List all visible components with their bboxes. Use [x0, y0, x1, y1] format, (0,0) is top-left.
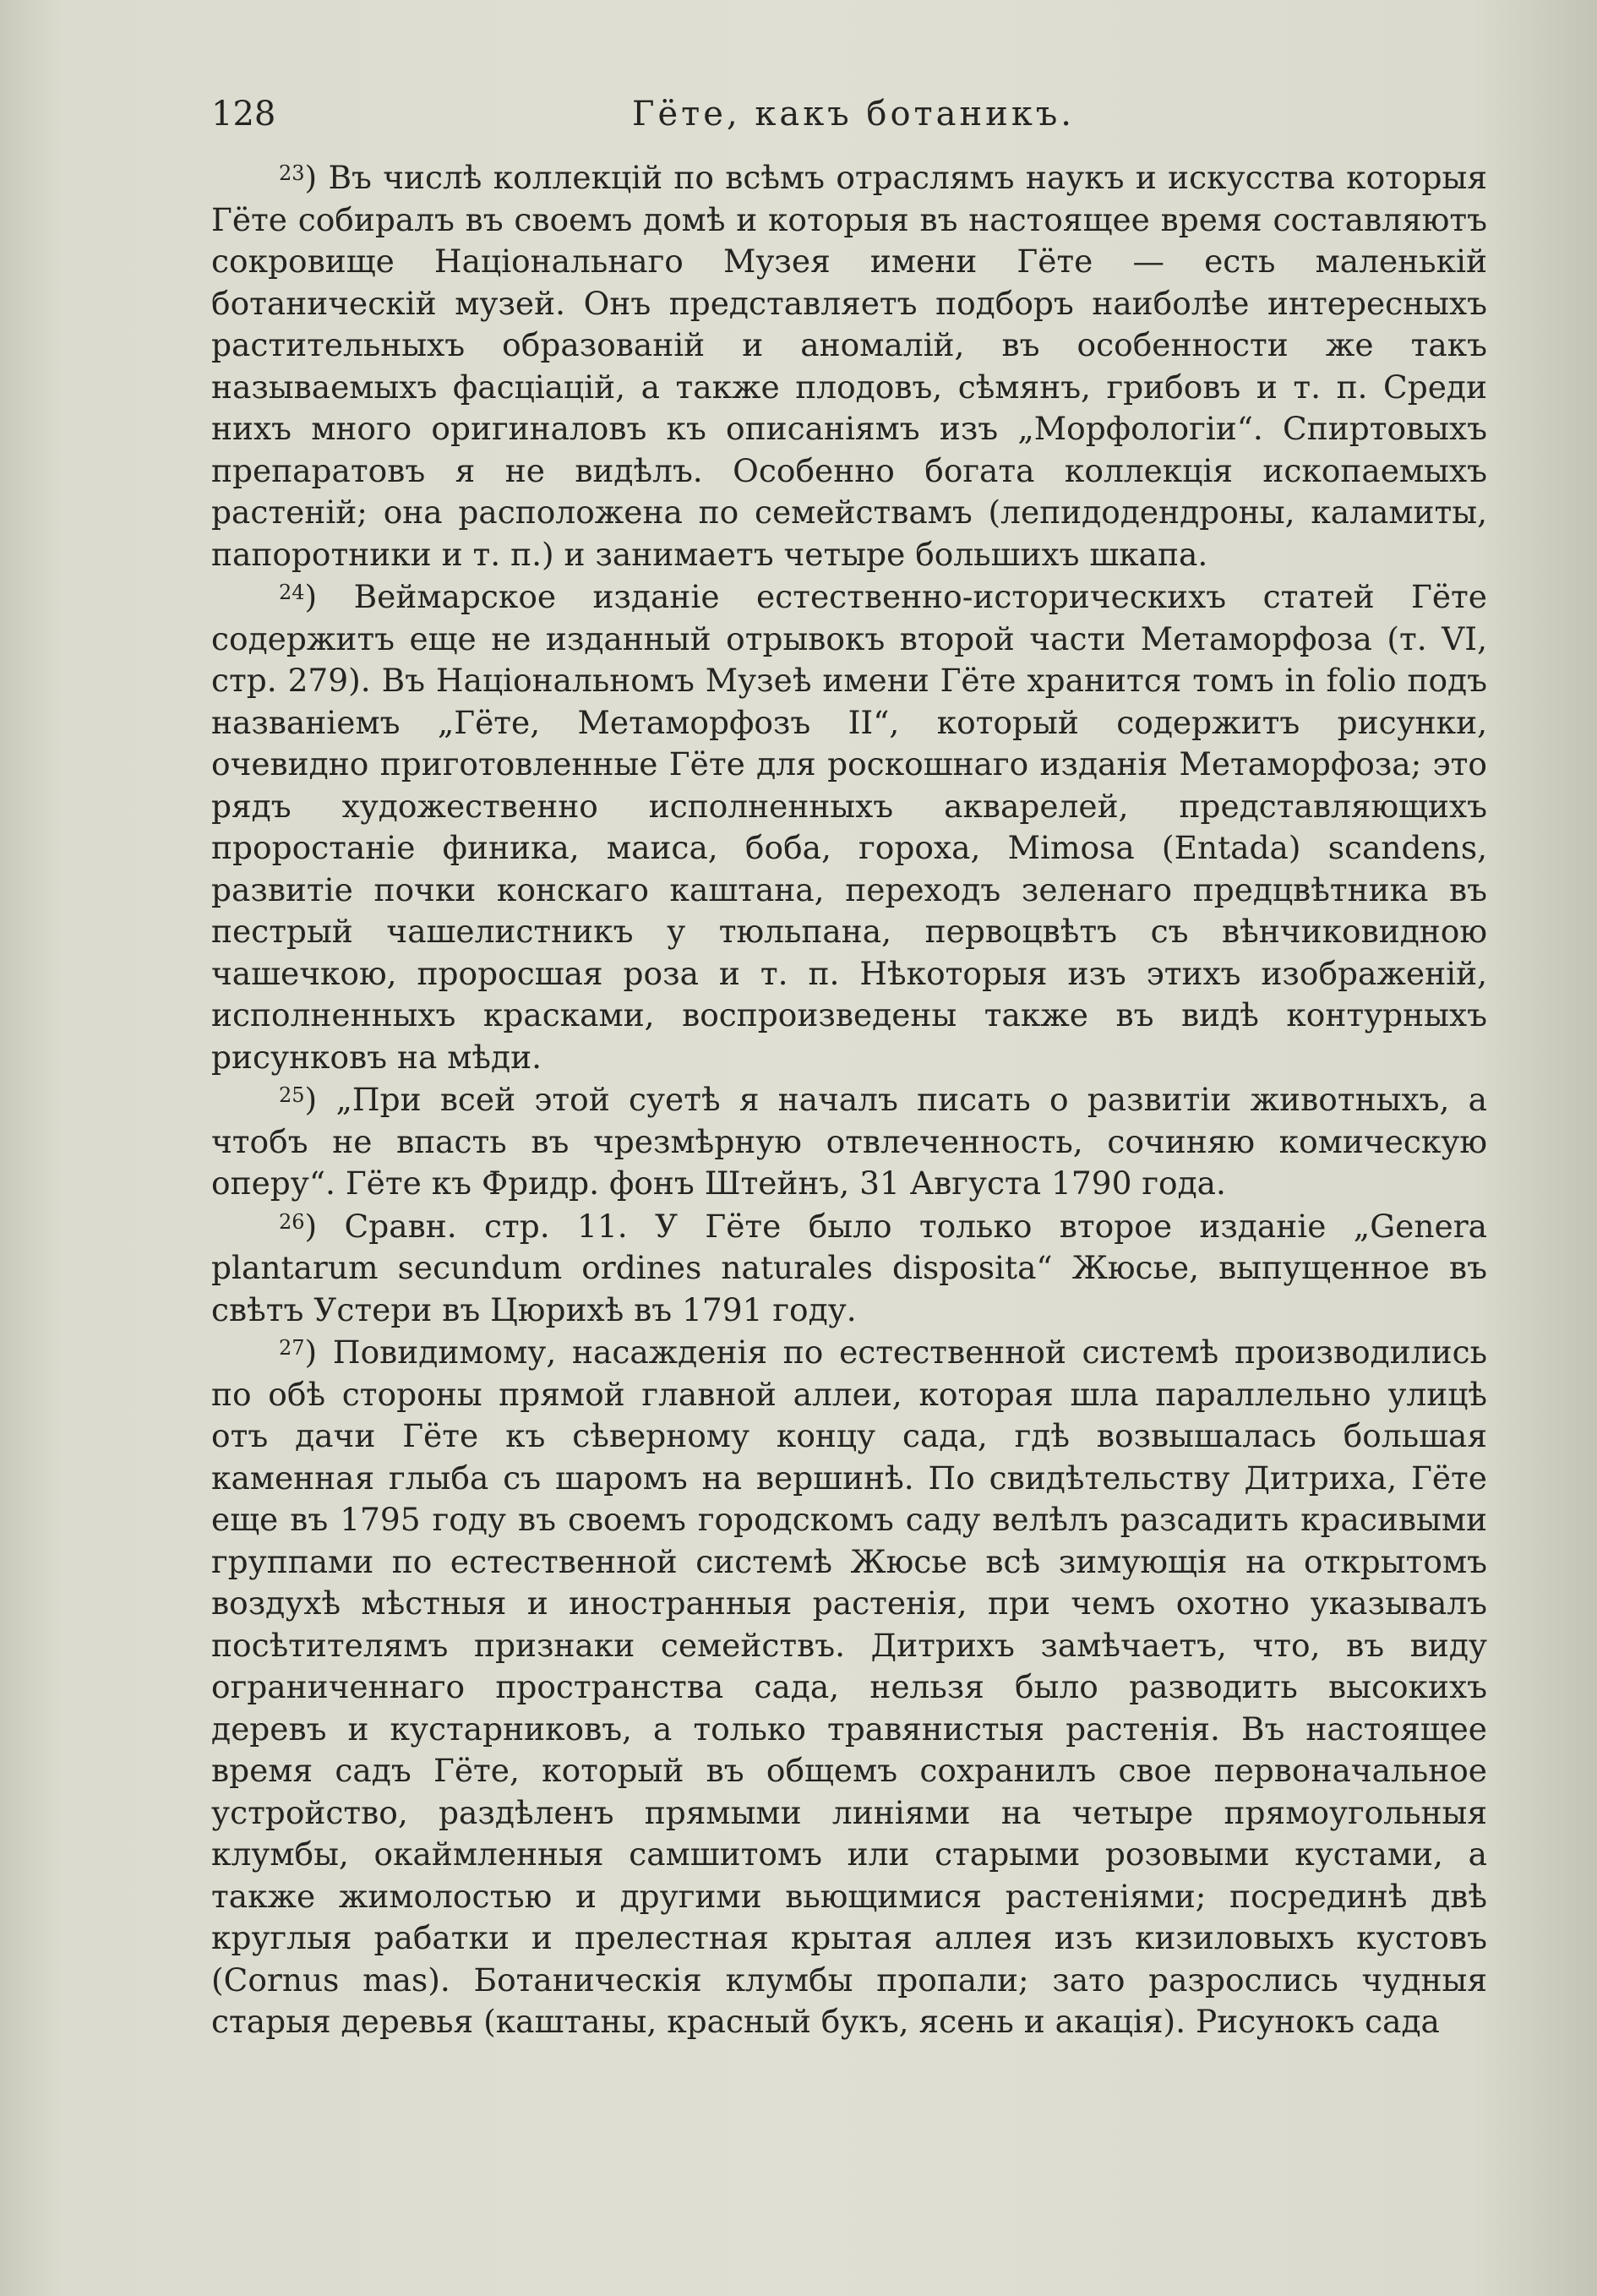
page-number: 128 — [211, 95, 276, 134]
footnote-text: „При всей этой суетѣ я началъ писать о развитіи животныхъ, а чтобъ не впасть въ чрезмѣрную отвлеченность, сочиняю комическую оперу“. Гёте къ Фридр. фонъ Штейнъ, 31 Августа 1790 года. — [211, 1081, 1487, 1202]
footnote-25: $^{25}$) „При всей этой суетѣ я началъ писать о развитіи животныхъ, а чтобъ не впасть въ чрезмѣрную отвлеченность, сочиняю комическую оперу“. Гёте къ Фридр. фонъ Штейнъ, 31 Августа 1790 года. — [211, 1081, 1487, 1202]
running-title: Гёте, какъ ботаникъ. — [631, 95, 1076, 134]
footnote-23: $^{23}$) Въ числѣ коллекцій по всѣмъ отраслямъ наукъ и искусства которыя Гёте собиралъ въ своемъ домѣ и которыя въ настоящее время составляютъ сокровище Національнаго Музея имени Гёте — есть маленькій ботаническій музей. Онъ представляетъ подборъ наиболѣе интересныхъ растительныхъ образованій и аномалій, въ особенности же такъ называемыхъ фасціацій, а также плодовъ, сѣмянъ, грибовъ и т. п. Среди нихъ много оригиналовъ къ описаніямъ изъ „Морфологіи“. Спиртовыхъ препаратовъ я не видѣлъ. Особенно богата коллекція ископаемыхъ растеній; она расположена по семействамъ (лепидодендроны, каламиты, папоротники и т. п.) и занимаетъ четыре большихъ шкапа. — [211, 159, 1487, 573]
page-header — [211, 89, 1496, 139]
footnote-text: Въ числѣ коллекцій по всѣмъ отраслямъ наукъ и искусства которыя Гёте собиралъ въ своемъ домѣ и которыя въ настоящее время составляютъ сокровище Національнаго Музея имени Гёте — есть маленькій ботаническій музей. Онъ представляетъ подборъ наиболѣе интересныхъ растительныхъ образованій и аномалій, въ особенности же такъ называемыхъ фасціацій, а также плодовъ, сѣмянъ, грибовъ и т. п. Среди нихъ много оригиналовъ къ описаніямъ изъ „Морфологіи“. Спиртовыхъ препаратовъ я не видѣлъ. Особенно богата коллекція ископаемыхъ растеній; она расположена по семействамъ (лепидодендроны, каламиты, папоротники и т. п.) и занимаетъ четыре большихъ шкапа. — [211, 159, 1487, 573]
footnote-27: $^{27}$) Повидимому, насажденія по естественной системѣ производились по обѣ стороны прямой главной аллеи, которая шла параллельно улицѣ отъ дачи Гёте къ сѣверному концу сада, гдѣ возвышалась большая каменная глыба съ шаромъ на вершинѣ. По свидѣтельству Дитриха, Гёте еще въ 1795 году въ своемъ городскомъ саду велѣлъ разсадить красивыми группами по естественной системѣ Жюсье всѣ зимующія на открытомъ воздухѣ мѣстныя и иностранныя растенія, при чемъ охотно указывалъ посѣтителямъ признаки семействъ. Дитрихъ замѣчаетъ, что, въ виду ограниченнаго пространства сада, нельзя было разводить высокихъ деревъ и кустарниковъ, а только травянистыя растенія. Въ настоящее время садъ Гёте, который въ общемъ сохранилъ свое первоначальное устройство, раздѣленъ прямыми линіями на четыре прямоугольныя клумбы, окаймленныя самшитомъ или старыми розовыми кустами, а также жимолостью и другими вьющимися растеніями; посрединѣ двѣ круглыя рабатки и прелестная крытая аллея изъ кизиловыхъ кустовъ (Cornus mas). Ботаническія клумбы пропали; зато разрослись чудныя старыя деревья (каштаны, красный букъ, ясень и акація). Рисунокъ сада — [211, 1333, 1487, 2040]
footnote-number: 26 — [279, 1209, 305, 1234]
footnote-text: Повидимому, насажденія по естественной системѣ производились по обѣ стороны прямой главной аллеи, которая шла параллельно улицѣ отъ дачи Гёте къ сѣверному концу сада, гдѣ возвышалась большая каменная глыба съ шаромъ на вершинѣ. По свидѣтельству Дитриха, Гёте еще въ 1795 году въ своемъ городскомъ саду велѣлъ разсадить красивыми группами по естественной системѣ Жюсье всѣ зимующія на открытомъ воздухѣ мѣстныя и иностранныя растенія, при чемъ охотно указывалъ посѣтителямъ признаки семействъ. Дитрихъ замѣчаетъ, что, въ виду ограниченнаго пространства сада, нельзя было разводить высокихъ деревъ и кустарниковъ, а только травянистыя растенія. Въ настоящее время садъ Гёте, который въ общемъ сохранилъ свое первоначальное устройство, раздѣленъ прямыми линіями на четыре прямоугольныя клумбы, окаймленныя самшитомъ или старыми розовыми кустами, а также жимолостью и другими вьющимися растеніями; посрединѣ двѣ круглыя рабатки и прелестная крытая аллея изъ кизиловыхъ кустовъ (Cornus mas). Ботаническія клумбы пропали; зато разрослись чудныя старыя деревья (каштаны, красный букъ, ясень и акація). Рисунокъ сада — [211, 1333, 1487, 2040]
footnote-24: $^{24}$) Веймарское изданіе естественно-историческихъ статей Гёте содержитъ еще не изданный отрывокъ второй части Метаморфоза (т. VI, стр. 279). Въ Національномъ Музеѣ имени Гёте хранится томъ in folio подъ названіемъ „Гёте, Метаморфозъ II“, который содержитъ рисунки, очевидно приготовленные Гёте для роскошнаго изданія Метаморфоза; это рядъ художественно исполненныхъ акварелей, представляющихъ проростаніе финика, маиса, боба, гороха, Mimosa (Entada) scandens, развитіе почки конскаго каштана, переходъ зеленаго предцвѣтника въ пестрый чашелистникъ у тюльпана, первоцвѣтъ съ вѣнчиковидною чашечкою, проросшая роза и т. п. Нѣкоторыя изъ этихъ изображеній, исполненныхъ красками, воспроизведены также въ видѣ контурныхъ рисунковъ на мѣди. — [211, 578, 1487, 1076]
footnote-number: 27 — [279, 1336, 305, 1360]
footnote-26: $^{26}$) Сравн. стр. 11. У Гёте было только второе изданіе „Genera plantarum secundum ordines naturales disposita“ Жюсье, выпущенное въ свѣтъ Устери въ Цюрихѣ въ 1791 году. — [211, 1207, 1487, 1328]
footnote-number: 24 — [279, 581, 305, 604]
footnote-number: 25 — [279, 1083, 305, 1107]
footnote-text: Сравн. стр. 11. У Гёте было только второе изданіе „Genera plantarum secundum ordines naturales disposita“ Жюсье, выпущенное въ свѣтъ Устери въ Цюрихѣ въ 1791 году. — [211, 1207, 1487, 1328]
footnote-text: Веймарское изданіе естественно-историческихъ статей Гёте содержитъ еще не изданный отрывокъ второй части Метаморфоза (т. VI, стр. 279). Въ Національномъ Музеѣ имени Гёте хранится томъ in folio подъ названіемъ „Гёте, Метаморфозъ II“, который содержитъ рисунки, очевидно приготовленные Гёте для роскошнаго изданія Метаморфоза; это рядъ художественно исполненныхъ акварелей, представляющихъ проростаніе финика, маиса, боба, гороха, Mimosa (Entada) scandens, развитіе почки конскаго каштана, переходъ зеленаго предцвѣтника въ пестрый чашелистникъ у тюльпана, первоцвѣтъ съ вѣнчиковидною чашечкою, проросшая роза и т. п. Нѣкоторыя изъ этихъ изображеній, исполненныхъ красками, воспроизведены также въ видѣ контурныхъ рисунковъ на мѣди. — [211, 578, 1487, 1076]
footnote-number: 23 — [279, 161, 305, 185]
footnotes-block — [211, 157, 1487, 2043]
